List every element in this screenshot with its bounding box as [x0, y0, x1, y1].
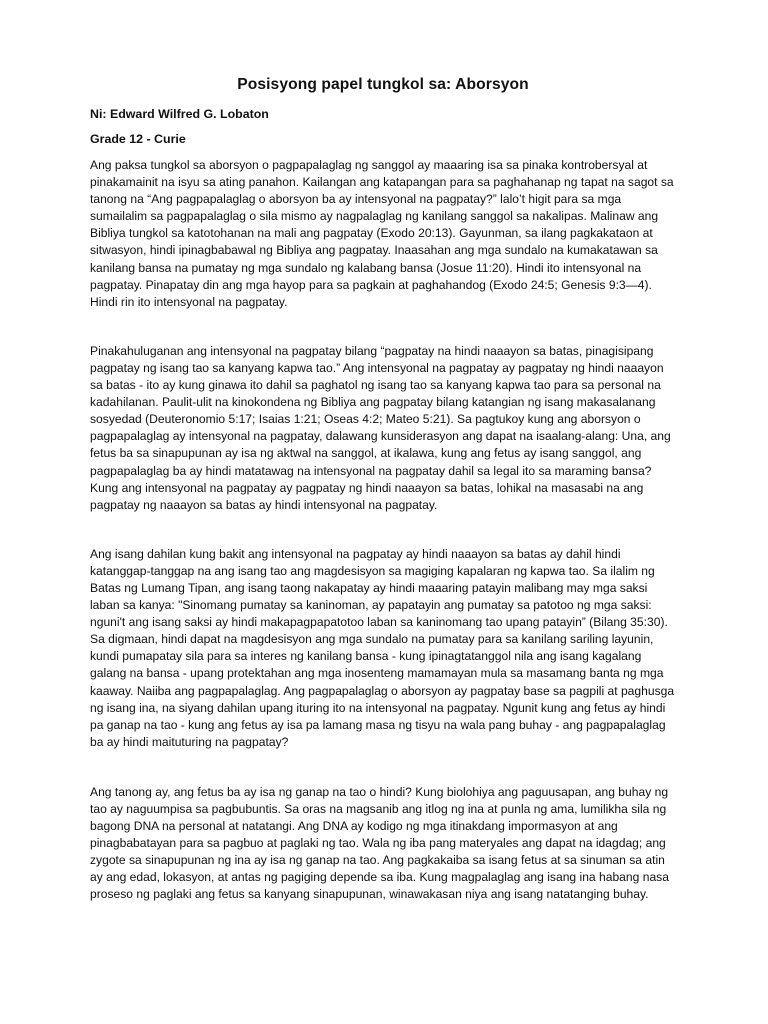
author-line: Ni: Edward Wilfred G. Lobaton	[90, 107, 269, 121]
paragraph-1: Ang paksa tungkol sa aborsyon o pagpapalaglag ng sanggol ay maaaring isa sa pinaka kontrobersyal at pinakamainit na isyu sa ating panahon. Kailangan ang katapangan para sa paghahanap ng tapat na sagot sa tanong na “Ang pagpapalaglag o aborsyon ba ay intensyonal na pagpatay?” lalo’t higit para sa mga sumailalim sa pagpapalaglag o sila mismo ay nagpalaglag ng kanilang sanggol sa nakalipas. Malinaw ang Bibliya tungkol sa katotohanan na mali ang pagpatay (Exodo 20:13). Gayunman, sa ilang pagkakataon at sitwasyon, hindi ipinagbabawal ng Bibliya ang pagpatay. Inaasahan ang mga sundalo na kumakatawan sa kanilang bansa na pumatay ng mga sundalo ng kalabang bansa (Josue 11:20). Hindi ito intensyonal na pagpatay. Pinapatay din ang mga hayop para sa pagkain at paghahandog (Exodo 24:5; Genesis 9:3—4). Hindi rin ito intensyonal na pagpatay.	[90, 158, 674, 309]
grade-line: Grade 12 - Curie	[90, 132, 186, 146]
paragraph-4: Ang tanong ay, ang fetus ba ay isa ng ganap na tao o hindi? Kung biolohiya ang paguusapan, ang buhay ng tao ay naguumpisa sa pagbubuntis. Sa oras na magsanib ang itlog ng ina at punla ng ama, lumilikha sila ng bagong DNA na personal at natatangi. Ang DNA ay kodigo ng mga itinakdang impormasyon at ang pinagbabatayan para sa pagbuo at paglaki ng tao. Wala ng iba pang materyales ang dapat na idagdag; ang zygote sa sinapupunan ng ina ay isa ng ganap na tao. Ang pagkakaiba sa isang fetus at sa sinuman sa atin ay ang edad, lokasyon, at antas ng pagiging depende sa iba. Kung magpalaglag ang isang ina habang nasa proseso ng paglaki ang fetus sa kanyang sinapupunan, winawakasan niya ang isang natatanging buhay.	[90, 784, 669, 902]
paragraph-2: Pinakahuluganan ang intensyonal na pagpatay bilang “pagpatay na hindi naaayon sa batas, pinagisipang pagpatay ng isang tao sa kanyang kapwa tao.” Ang intensyonal na pagpatay ay pagpatay ng hindi naaayon sa batas - ito ay kung ginawa ito dahil sa paghatol ng isang tao sa kanyang kapwa tao para sa personal na kadahilanan. Paulit-ulit na kinokondena ng Bibliya ang pagpatay bilang katangian ng isang makasalanang sosyedad (Deuteronomio 5:17; Isaias 1:21; Oseas 4:2; Mateo 5:21). Sa pagtukoy kung ang aborsyon o pagpapalaglag ay intensyonal na pagpatay, dalawang kunsiderasyon ang dapat na isaalang-alang: Una, ang fetus ba sa sinapupunan ay isa ng aktwal na sanggol, at ikalawa, kung ang fetus ay isang sanggol, ang pagpapalaglag ba ay hindi matatawag na intensyonal na pagpatay dahil sa legal ito sa maraming bansa? Kung ang intensyonal na pagpatay ay pagpatay ng hindi naaayon sa batas, lohikal na masasabi na ang pagpatay ng naaayon sa batas ay hindi intensyonal na pagpatay.	[90, 343, 671, 512]
paragraph-3: Ang isang dahilan kung bakit ang intensyonal na pagpatay ay hindi naaayon sa batas ay dahil hindi katanggap-tanggap na ang isang tao ang magdesisyon sa magiging kapalaran ng kapwa tao. Sa ilalim ng Batas ng Lumang Tipan, ang isang taong nakapatay ay hindi maaaring patayin malibang may mga saksi laban sa kanya: "Sinomang pumatay sa kaninoman, ay papatayin ang pumatay sa patotoo ng mga saksi: nguni't ang isang saksi ay hindi makapagpapatotoo laban sa kaninomang tao upang patayin” (Bilang 35:30). Sa digmaan, hindi dapat na magdesisyon ang mga sundalo na pumatay para sa kanilang sariling layunin, kundi pumapatay sila para sa interes ng kanilang bansa - kung ipinagtatanggol nila ang isang kagalang galang na bansa - upang protektahan ang mga inosenteng mamamayan mula sa masamang banta ng mga kaaway. Naiiba ang pagpapalaglag. Ang pagpapalaglag o aborsyon ay pagpatay base sa pagpili at paghusga ng isang ina, na siyang dahilan upang ituring ito na intensyonal na pagpatay. Ngunit kung ang fetus ay hindi pa ganap na tao - kung ang fetus ay isa pa lamang masa ng tisyu na wala pang buhay - ang pagpapalaglag ba ay hindi maituturing na pagpatay?	[90, 546, 675, 749]
document-title: Posisyong papel tungkol sa: Aborsyon	[237, 76, 529, 93]
